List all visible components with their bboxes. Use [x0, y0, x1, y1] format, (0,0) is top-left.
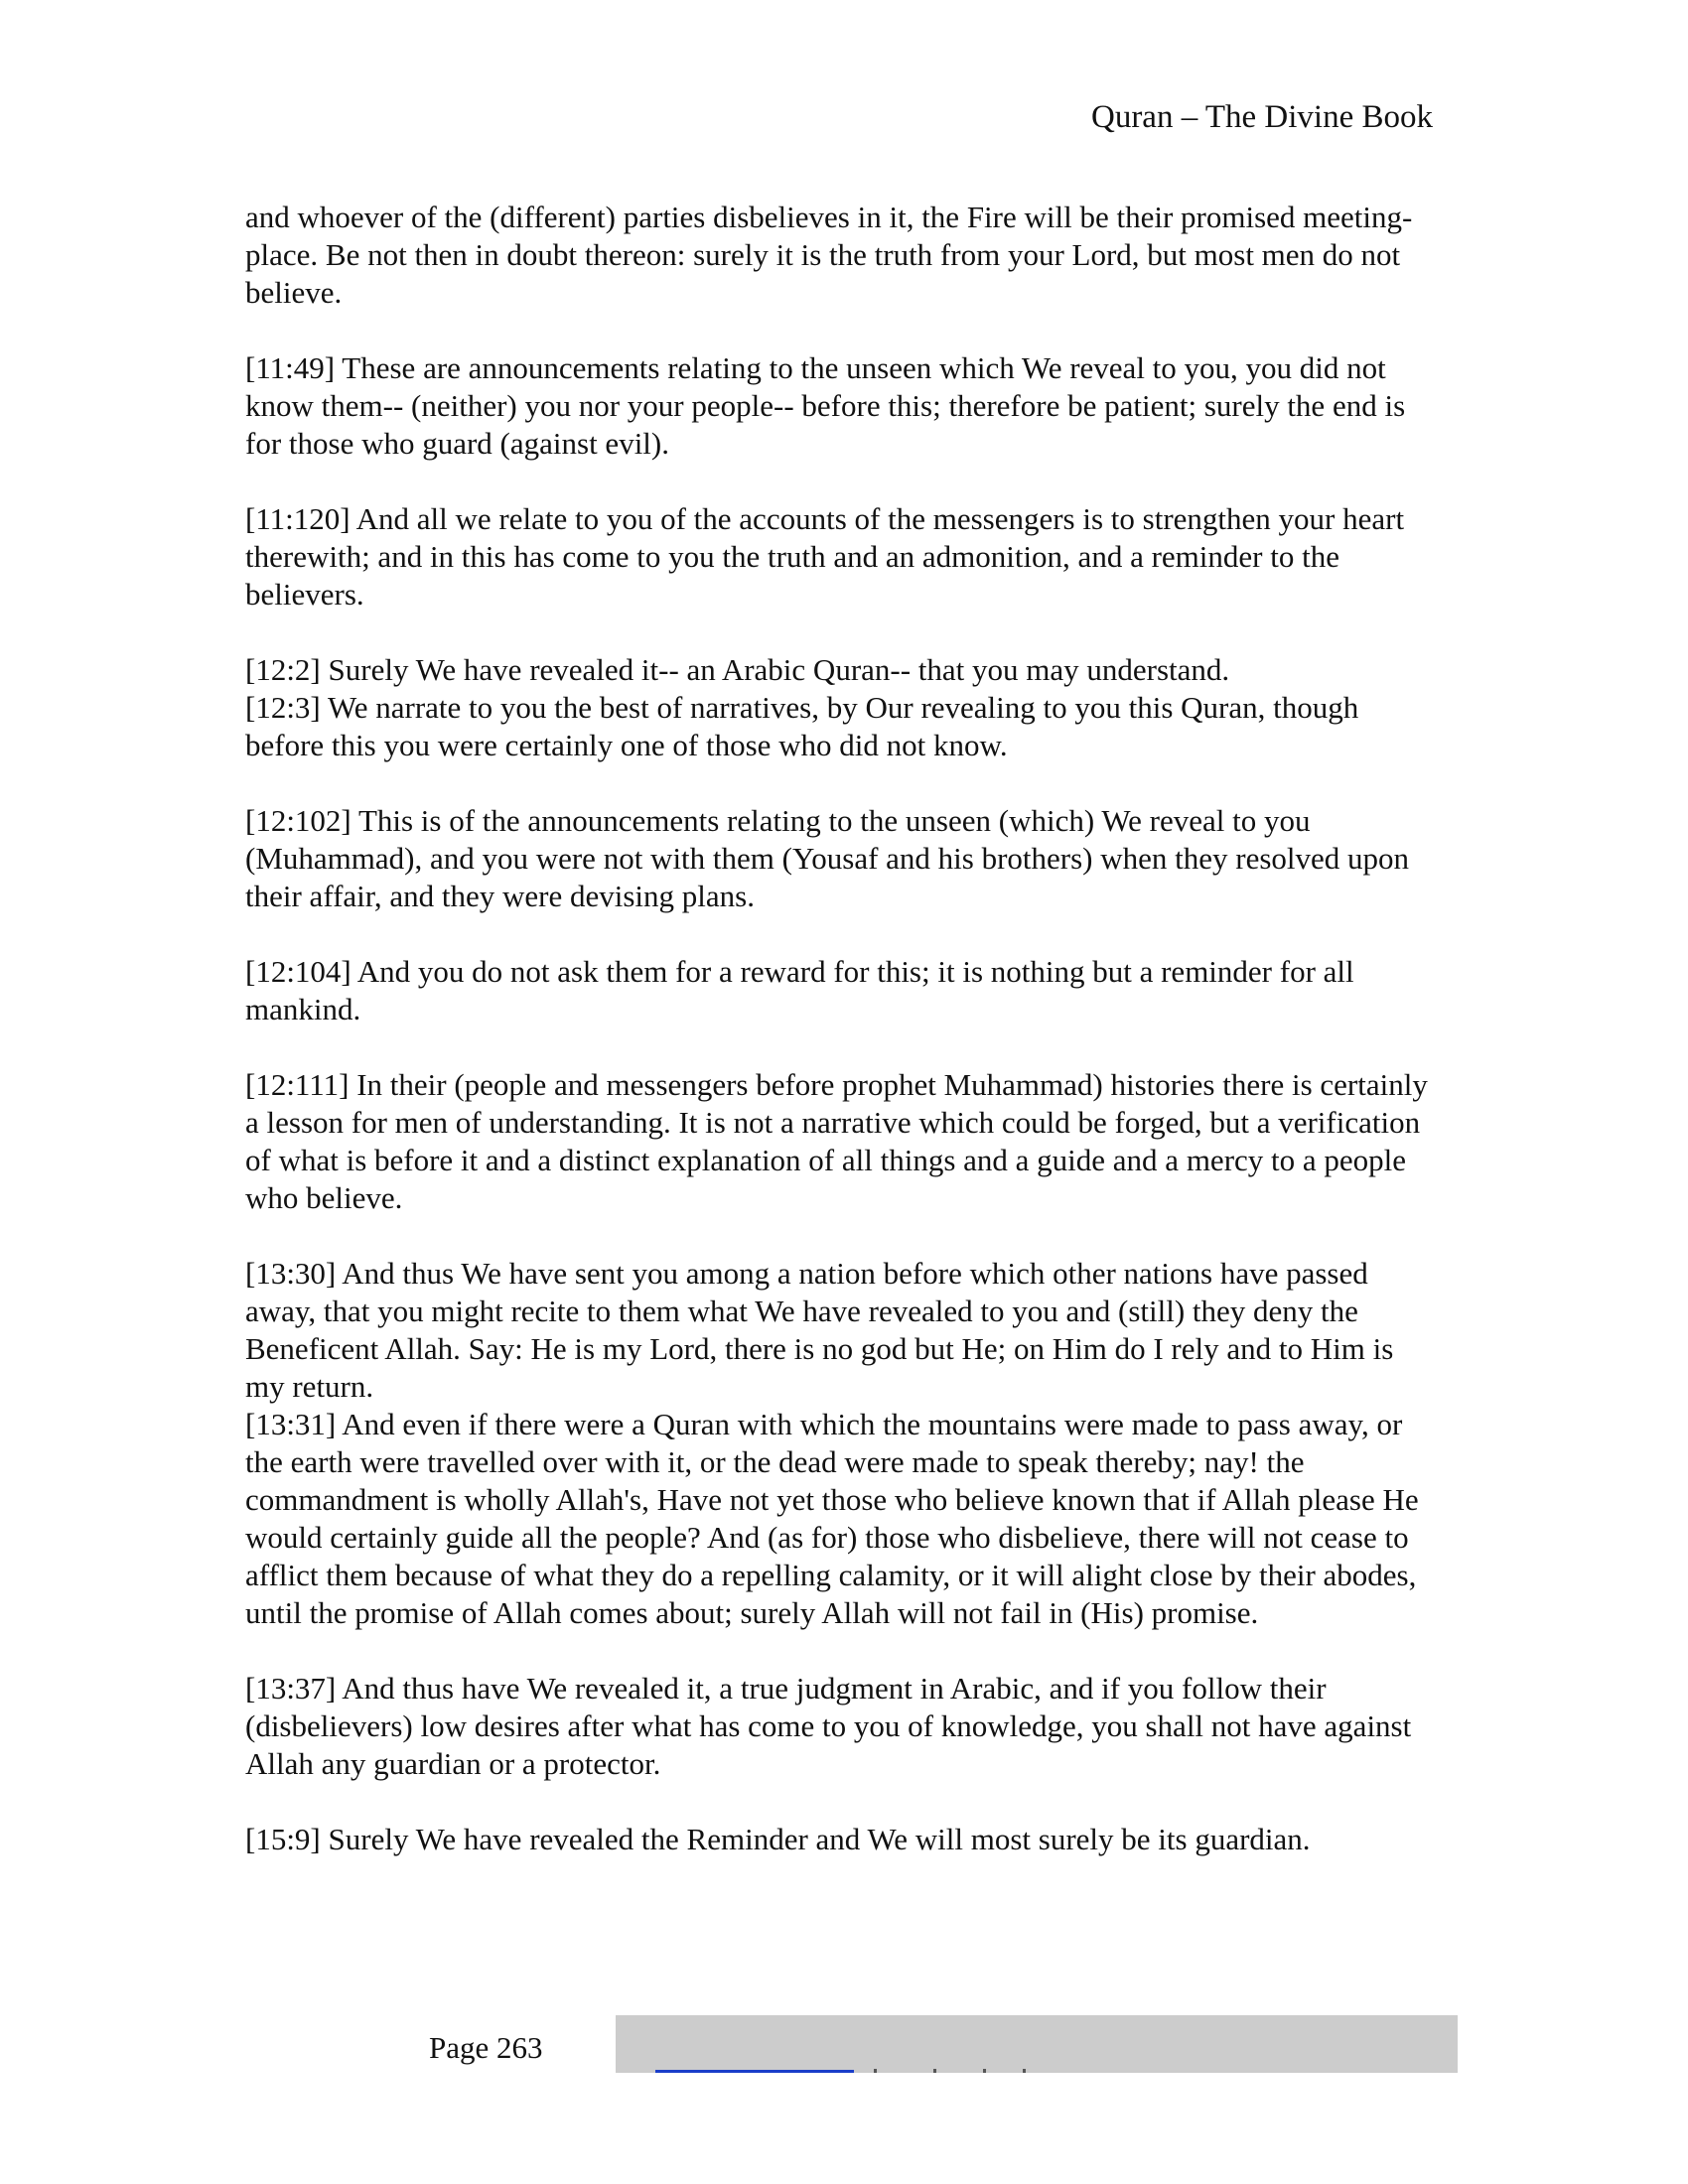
verse-text: [13:30] And thus We have sent you among a nation before which other nations have passed away, that you might recite to them what We have revealed to you and (still) they deny the Beneficent Allah. Say: He is my Lord, there is no god but He; on Him do I rely and to Him is my return. [245, 1256, 1394, 1404]
running-header-title: Quran – The Divine Book [1090, 99, 1433, 135]
page-number: Page 263 [429, 2030, 543, 2065]
verse-text: [11:49] These are announcements relating to the unseen which We reveal to you, you did not know them-- (neither) you nor your people-- before this; therefore be patient; surely the end is for those who guard (against evil). [245, 350, 1406, 461]
verse-text: [13:37] And thus have We revealed it, a true judgment in Arabic, and if you follow their (disbelievers) low desires after what has come to you of knowledge, you shall not have against Allah any guardian or a protector. [245, 1671, 1412, 1781]
paragraph [245, 1255, 1437, 1632]
paragraph [245, 500, 1437, 614]
verse-text: [12:3] We narrate to you the best of narratives, by Our revealing to you this Quran, though before this you were certainly one of those who did not know. [245, 690, 1359, 762]
verse-text: [15:9] Surely We have revealed the Reminder and We will most surely be its guardian. [245, 1822, 1311, 1856]
paragraph [245, 1670, 1437, 1783]
footer-link-underline[interactable] [655, 2070, 854, 2073]
paragraph [245, 953, 1437, 1028]
verse-text: [12:102] This is of the announcements relating to the unseen (which) We reveal to you (Muhammad), and you were not with them (Yousaf and his brothers) when they resolved upon their affair, and they were devising plans. [245, 803, 1410, 913]
verse-text: [13:31] And even if there were a Quran with which the mountains were made to pass away, or the earth were travelled over with it, or the dead were made to speak thereby; nay! the commandment is wholly Allah's, Have not yet those who believe known that if Allah please He would certainly guide all the people? And (as for) those who disbelieve, there will not cease to afflict them because of what they do a repelling calamity, or it will alight close by their abodes, until the promise of Allah comes about; surely Allah will not fail in (His) promise. [245, 1407, 1419, 1630]
paragraph [245, 651, 1437, 764]
verse-text: [12:111] In their (people and messengers before prophet Muhammad) histories there is certainly a lesson for men of understanding. It is not a narrative which could be forged, but a verification of what is before it and a distinct explanation of all things and a guide and a mercy to a people who believe. [245, 1067, 1428, 1215]
footer-marks [854, 2070, 1152, 2073]
verse-text: [11:120] And all we relate to you of the accounts of the messengers is to strengthen your heart therewith; and in this has come to you the truth and an admonition, and a reminder to the believers. [245, 501, 1405, 612]
paragraph [245, 1821, 1437, 1858]
verse-text: and whoever of the (different) parties disbelieves in it, the Fire will be their promised meeting-place. Be not then in doubt thereon: surely it is the truth from your Lord, but most men do not believe. [245, 200, 1413, 310]
paragraph [245, 349, 1437, 463]
footer-banner [616, 2015, 1458, 2073]
paragraph [245, 1066, 1437, 1217]
verse-text: [12:2] Surely We have revealed it-- an Arabic Quran-- that you may understand. [245, 652, 1230, 687]
page-footer [0, 2015, 1688, 2085]
verse-text: [12:104] And you do not ask them for a reward for this; it is nothing but a reminder for all mankind. [245, 954, 1354, 1026]
body-text [245, 199, 1437, 1858]
paragraph [245, 802, 1437, 915]
paragraph [245, 199, 1437, 312]
